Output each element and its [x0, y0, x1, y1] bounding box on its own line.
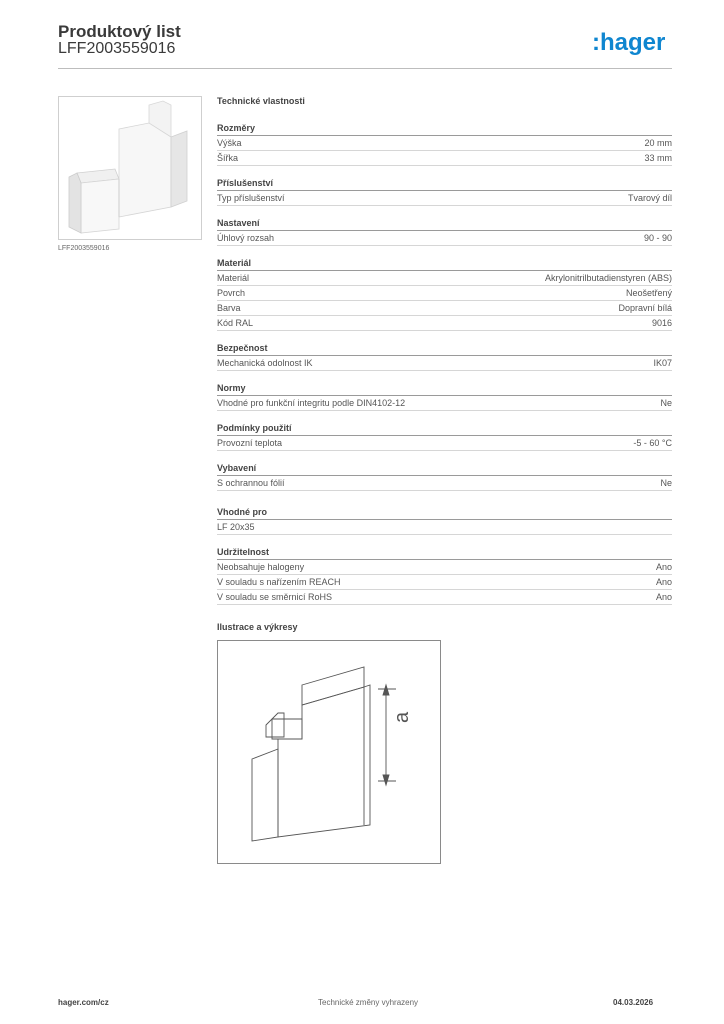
product-photo-image: [59, 97, 201, 239]
footer-website: hager.com/cz: [58, 998, 109, 1007]
spec-row: [217, 136, 672, 151]
spec-row: [217, 560, 672, 575]
group-equipment: [217, 461, 672, 491]
spec-value: Ano: [655, 577, 672, 587]
technical-drawing: [217, 640, 441, 864]
group-title: Příslušenství: [217, 176, 672, 191]
spec-row: [217, 476, 672, 491]
spec-row: [217, 575, 672, 590]
group-sustainability: [217, 545, 672, 605]
spec-label: V souladu s nařízením REACH: [217, 577, 341, 587]
spec-label: Úhlový rozsah: [217, 233, 275, 243]
footer-date: 04.03.2026: [613, 998, 654, 1007]
group-settings: [217, 216, 672, 246]
spec-row: [217, 191, 672, 206]
dimension-label: a: [391, 711, 413, 723]
group-title: Materiál: [217, 256, 672, 271]
spec-value: Ne: [660, 478, 672, 488]
spec-row: [217, 356, 672, 371]
spec-value: Neošetřený: [625, 288, 672, 298]
group-accessories: [217, 176, 672, 206]
spec-label: Mechanická odolnost IK: [217, 358, 313, 368]
spec-row: [217, 436, 672, 451]
spec-row: [217, 520, 672, 535]
illustrations-title: Ilustrace a výkresy: [217, 622, 298, 632]
spec-label: Typ příslušenství: [217, 193, 285, 203]
group-conditions: [217, 421, 672, 451]
technical-properties-title: Technické vlastnosti: [217, 96, 305, 106]
spec-row: [217, 231, 672, 246]
spec-value: Ano: [655, 592, 672, 602]
spec-value: 9016: [651, 318, 672, 328]
group-safety: [217, 341, 672, 371]
spec-label: Vhodné pro funkční integritu podle DIN4102-12: [217, 398, 406, 408]
photo-caption: LFF2003559016: [58, 245, 110, 252]
group-title: Vhodné pro: [217, 505, 672, 520]
group-suitable-for: [217, 505, 672, 535]
footer-notice: Technické změny vyhrazeny: [318, 998, 419, 1007]
spec-value: -5 - 60 °C: [633, 438, 672, 448]
spec-row: [217, 396, 672, 411]
technical-drawing-image: [218, 641, 440, 863]
spec-value: Tvarový díl: [627, 193, 672, 203]
group-standards: [217, 381, 672, 411]
hager-logo: [592, 28, 674, 58]
spec-label: LF 20x35: [217, 522, 255, 532]
spec-value: Ano: [655, 562, 672, 572]
spec-value: Akrylonitrilbutadienstyren (ABS): [544, 273, 672, 283]
spec-label: Výška: [217, 138, 242, 148]
group-material: [217, 256, 672, 331]
logo-text: :hager: [592, 29, 666, 56]
spec-row: [217, 286, 672, 301]
page-title: Produktový list: [58, 22, 181, 41]
product-photo: [58, 96, 202, 240]
group-dimensions: [217, 121, 672, 166]
spec-value: 20 mm: [644, 138, 672, 148]
spec-row: [217, 590, 672, 605]
spec-label: Neobsahuje halogeny: [217, 562, 305, 572]
product-code: LFF2003559016: [58, 40, 176, 57]
spec-label: V souladu se směrnicí RoHS: [217, 592, 333, 602]
group-title: Rozměry: [217, 121, 672, 136]
spec-row: [217, 151, 672, 166]
spec-label: Barva: [217, 303, 241, 313]
spec-value: 33 mm: [644, 153, 672, 163]
group-title: Nastavení: [217, 216, 672, 231]
spec-label: Povrch: [217, 288, 246, 298]
group-title: Vybavení: [217, 461, 672, 476]
spec-label: Šířka: [217, 153, 239, 163]
spec-label: Materiál: [217, 273, 250, 283]
spec-row: [217, 301, 672, 316]
spec-value: 90 - 90: [643, 233, 672, 243]
spec-label: Kód RAL: [217, 318, 254, 328]
spec-row: [217, 271, 672, 286]
header-divider: [58, 68, 672, 69]
spec-value: Ne: [660, 398, 672, 408]
group-title: Udržitelnost: [217, 545, 672, 560]
technical-properties: [217, 96, 672, 615]
spec-row: [217, 316, 672, 331]
group-title: Bezpečnost: [217, 341, 672, 356]
group-title: Normy: [217, 381, 672, 396]
spec-label: S ochrannou fólií: [217, 478, 285, 488]
spec-value: Dopravní bílá: [618, 303, 672, 313]
group-title: Podmínky použití: [217, 421, 672, 436]
spec-label: Provozní teplota: [217, 438, 283, 448]
spec-value: IK07: [653, 358, 672, 368]
